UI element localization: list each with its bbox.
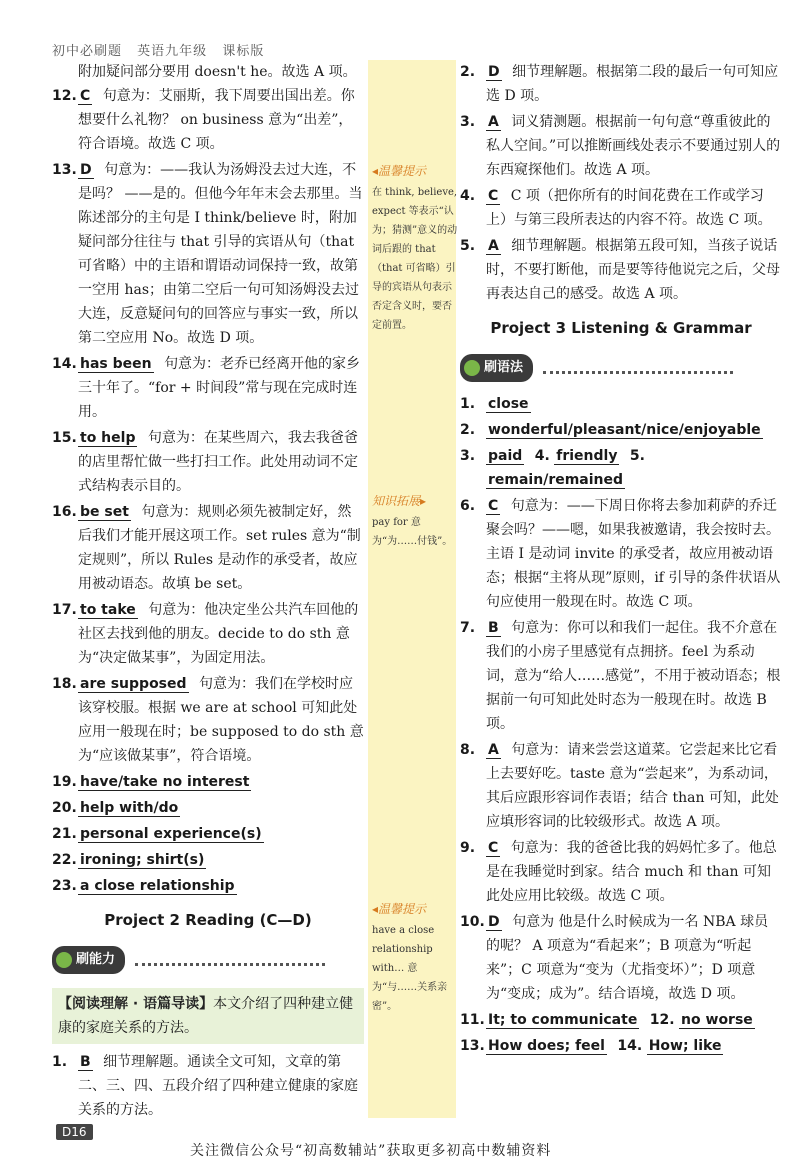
badge-label: 刷能力 (76, 952, 116, 967)
item-number: 12. (52, 88, 77, 104)
fill-items-13-14 (460, 1034, 782, 1058)
item-answer: A (488, 114, 499, 130)
answer-item-4 (460, 184, 782, 232)
arrow-icon: ◂ (372, 164, 379, 178)
item-explanation: 句意为：请来尝尝这道菜。它尝起来比它看上去要好吃。taste 意为“尝起来”，为系动词，其后应跟形容词作表语；结合 than 可知，此处应填形容词的比较级形式。故选 A 项。 (486, 742, 779, 830)
side-note-text: pay for 意为“为……付钱”。 (372, 517, 453, 547)
item-number: 20. (52, 800, 77, 816)
answer-item-20 (52, 796, 364, 820)
answer-item-2 (460, 60, 782, 108)
item-number: 5. (629, 448, 645, 464)
item-number: 7. (460, 620, 476, 636)
side-note-tag: ◂温馨提示 (372, 164, 427, 178)
item-explanation: 句意为：我的爸爸比我的妈妈忙多了。他总是在我睡觉时到家。结合 much 和 than 可知此处应用比较级。故选 C 项。 (486, 840, 777, 904)
answer-item-7 (460, 616, 782, 736)
item-answer: to help (80, 430, 136, 446)
item-answer: help with/do (80, 800, 179, 816)
page-number: D16 (56, 1124, 93, 1140)
item-explanation: 句意为：他决定坐公共汽车回他的社区去找到他的朋友。decide to do sth 意为“决定做某事”，为固定用法。 (78, 602, 359, 666)
arrow-icon: ▸ (420, 494, 427, 508)
answer-item-21 (52, 822, 364, 846)
side-note-text: 在 think, believe, expect 等表示“认为；猜测”意义的动词后跟的 that（that 可省略）引导的宾语从句表示否定含义时，要否定前置。 (372, 187, 458, 331)
item-number: 10. (460, 914, 485, 930)
item-explanation: 句意为 他是什么时候成为一名 NBA 球员的呢？ A 项意为“看起来”；B 项意为“听起来”；C 项意为“变为（尤指变坏）”；D 项意为“变成；成为”。结合语境，故选 D 项。 (486, 914, 769, 1002)
item-number: 21. (52, 826, 77, 842)
side-note-text: have a close relationship with… 意为“与……关系亲密”。 (372, 925, 448, 1012)
header-subject: 英语九年级 (137, 44, 208, 59)
item-answer: A (488, 238, 499, 254)
item-number: 16. (52, 504, 77, 520)
guide-title: 【阅读理解 · 语篇导读】 (58, 996, 214, 1012)
item-answer: have/take no interest (80, 774, 250, 790)
item-explanation: C 项（把你所有的时间花费在工作或学习上）与第三段所表达的内容不符。故选 C 项。 (486, 188, 772, 228)
item-number: 3. (460, 114, 476, 130)
item-number: 4. (534, 448, 550, 464)
item-explanation: 细节理解题。根据第五段可知，当孩子说话时，不要打断他，而是要等待他说完之后，父母再表达自己的感受。故选 A 项。 (486, 238, 780, 302)
item-number: 2. (460, 422, 476, 438)
item-explanation: 句意为：老乔已经离开他的家乡三十年了。“for + 时间段”常与现在完成时连用。 (78, 356, 361, 420)
answer-item-22 (52, 848, 364, 872)
item-answer: remain/remained (488, 472, 624, 488)
item-explanation: 细节理解题。根据第二段的最后一句可知应选 D 项。 (486, 64, 779, 104)
item-answer: B (488, 620, 499, 636)
item-number: 1. (52, 1054, 68, 1070)
answer-item-6 (460, 494, 782, 614)
item-number: 9. (460, 840, 476, 856)
item-answer: C (488, 498, 499, 514)
item-answer: wonderful/pleasant/nice/enjoyable (488, 422, 761, 438)
item-number: 3. (460, 448, 476, 464)
item-answer: D (488, 914, 500, 930)
answer-item-17 (52, 598, 364, 670)
item-answer: to take (80, 602, 136, 618)
answer-item-19 (52, 770, 364, 794)
item-number: 15. (52, 430, 77, 446)
item-answer: B (80, 1054, 91, 1070)
item-answer: How does; feel (488, 1038, 605, 1054)
page-header (52, 40, 274, 59)
answer-item-14 (52, 352, 364, 424)
item-number: 17. (52, 602, 77, 618)
item-number: 19. (52, 774, 77, 790)
item-answer: C (488, 840, 499, 856)
item-number: 13. (460, 1038, 485, 1054)
left-column (52, 60, 364, 1124)
answer-item-15 (52, 426, 364, 498)
item-answer: D (80, 162, 92, 178)
item-number: 6. (460, 498, 476, 514)
side-note-tip-2 (372, 900, 458, 1016)
item-number: 4. (460, 188, 476, 204)
item-number: 23. (52, 878, 77, 894)
item-number: 5. (460, 238, 476, 254)
fill-item-2 (460, 418, 782, 442)
answer-item-8 (460, 738, 782, 834)
item-answer: C (488, 188, 499, 204)
answer-item-10 (460, 910, 782, 1006)
header-book: 初中必刷题 (52, 44, 123, 59)
item-explanation: 句意为：在某些周六，我去我爸爸的店里帮忙做一些打扫工作。此处用动词不定式结构表示目的。 (78, 430, 358, 494)
item-answer: personal experience(s) (80, 826, 262, 842)
answer-item-16 (52, 500, 364, 596)
item-answer: friendly (556, 448, 618, 464)
answer-item-1 (52, 1050, 364, 1122)
intro-text: 附加疑问部分要用 doesn't he。故选 A 项。 (78, 64, 357, 80)
item-answer: How; like (648, 1038, 722, 1054)
item-answer: a close relationship (80, 878, 235, 894)
item-explanation: 句意为：我们在学校时应该穿校服。根据 we are at school 可知此处应用一般现在时；be supposed to do sth 意为“应该做某事”，符合语境。 (78, 676, 364, 764)
footer-note: 关注微信公众号“初高数辅站”获取更多初高中数辅资料 (190, 1143, 552, 1159)
item-answer: has been (80, 356, 152, 372)
section-title-project-3: Project 3 Listening & Grammar (490, 319, 752, 337)
item-answer: C (80, 88, 91, 104)
item-answer: be set (80, 504, 129, 520)
item-answer: A (488, 742, 499, 758)
dotted-divider (543, 371, 733, 374)
item-number: 12. (649, 1012, 675, 1028)
right-column (460, 60, 782, 1060)
answer-item-23 (52, 874, 364, 898)
badge-label: 刷语法 (484, 360, 524, 375)
item-number: 18. (52, 676, 77, 692)
fill-items-11-12 (460, 1008, 782, 1032)
answer-item-12 (52, 84, 364, 156)
item-number: 8. (460, 742, 476, 758)
badge-grammar (460, 354, 533, 382)
item-answer: no worse (681, 1012, 753, 1028)
answer-item-3 (460, 110, 782, 182)
side-note-tip-1 (372, 162, 458, 335)
item-explanation: 句意为：艾丽斯，我下周要出国出差。你想要什么礼物？ on business 意为“出差”，符合语境。故选 C 项。 (78, 88, 355, 152)
item-number: 2. (460, 64, 476, 80)
header-edition: 课标版 (222, 44, 265, 59)
answer-item-5 (460, 234, 782, 306)
item-answer: It; to communicate (488, 1012, 638, 1028)
item-explanation: 句意为：——下周日你将去参加莉萨的乔迁聚会吗？——嗯，如果我被邀请，我会按时去。主语 I 是动词 invite 的承受者，故应用被动语态；根据“主将从现”原则，if 引导的条件状语从句应使用一般现在时。故选 C 项。 (486, 498, 781, 610)
item-answer: D (488, 64, 500, 80)
reading-guide (52, 988, 364, 1044)
item-number: 14. (52, 356, 77, 372)
answer-item-18 (52, 672, 364, 768)
fill-item-1 (460, 392, 782, 416)
item-number: 11. (460, 1012, 485, 1028)
item-number: 22. (52, 852, 77, 868)
item-explanation: 句意为：规则必须先被制定好，然后我们才能开展这项工作。set rules 意为“制定规则”，所以 Rules 是动作的承受者，故应用被动语态。故填 be set。 (78, 504, 361, 592)
fill-items-3-5 (460, 444, 782, 492)
item-answer: are supposed (80, 676, 187, 692)
guide-text: 本文介绍了四种建立健康的家庭关系的方法。 (58, 996, 354, 1036)
item-explanation: 词义猜测题。根据前一句句意“尊重彼此的私人空间。”可以推断画线处表示不要通过别人的东西窥探他们。故选 A 项。 (486, 114, 781, 178)
item-answer: ironing; shirt(s) (80, 852, 205, 868)
item-explanation: 细节理解题。通读全文可知，文章的第二、三、四、五段介绍了四种建立健康的家庭关系的方法。 (78, 1054, 358, 1118)
dotted-divider (135, 963, 325, 966)
side-note-extension (372, 492, 458, 551)
item-number: 14. (617, 1038, 643, 1054)
item-number: 1. (460, 396, 476, 412)
item-number: 13. (52, 162, 77, 178)
answer-item-9 (460, 836, 782, 908)
brush-icon (464, 360, 480, 376)
answer-item-13 (52, 158, 364, 350)
brush-icon (56, 952, 72, 968)
section-title-project-2: Project 2 Reading (C—D) (104, 911, 312, 929)
item-explanation: 句意为：你可以和我们一起住。我不介意在我们的小房子里感觉有点拥挤。feel 为系动词，意为“给人……感觉”，不用于被动语态；根据前一句可知此处时态为一般现在时。故选 B 项。 (486, 620, 781, 732)
item-answer: paid (488, 448, 523, 464)
side-note-tag: ◂温馨提示 (372, 902, 427, 916)
item-explanation: 句意为：——我认为汤姆没去过大连，不是吗？ ——是的。但他今年年末会去那里。当陈述部分的主句是 I think/believe 时，附加疑问部分往往与 that 引导的宾语从句（that 可省略）中的主语和谓语动词保持一致，故第一空用 has；由第二空后一句可知汤姆没去过大连，反意疑问句的回答应与事实一致，所以第二空应用 No。故选 D 项。 (78, 162, 363, 346)
badge-ability (52, 946, 125, 974)
arrow-icon: ◂ (372, 902, 379, 916)
side-note-tag: 知识拓展▸ (372, 494, 427, 508)
item-answer: close (488, 396, 529, 412)
